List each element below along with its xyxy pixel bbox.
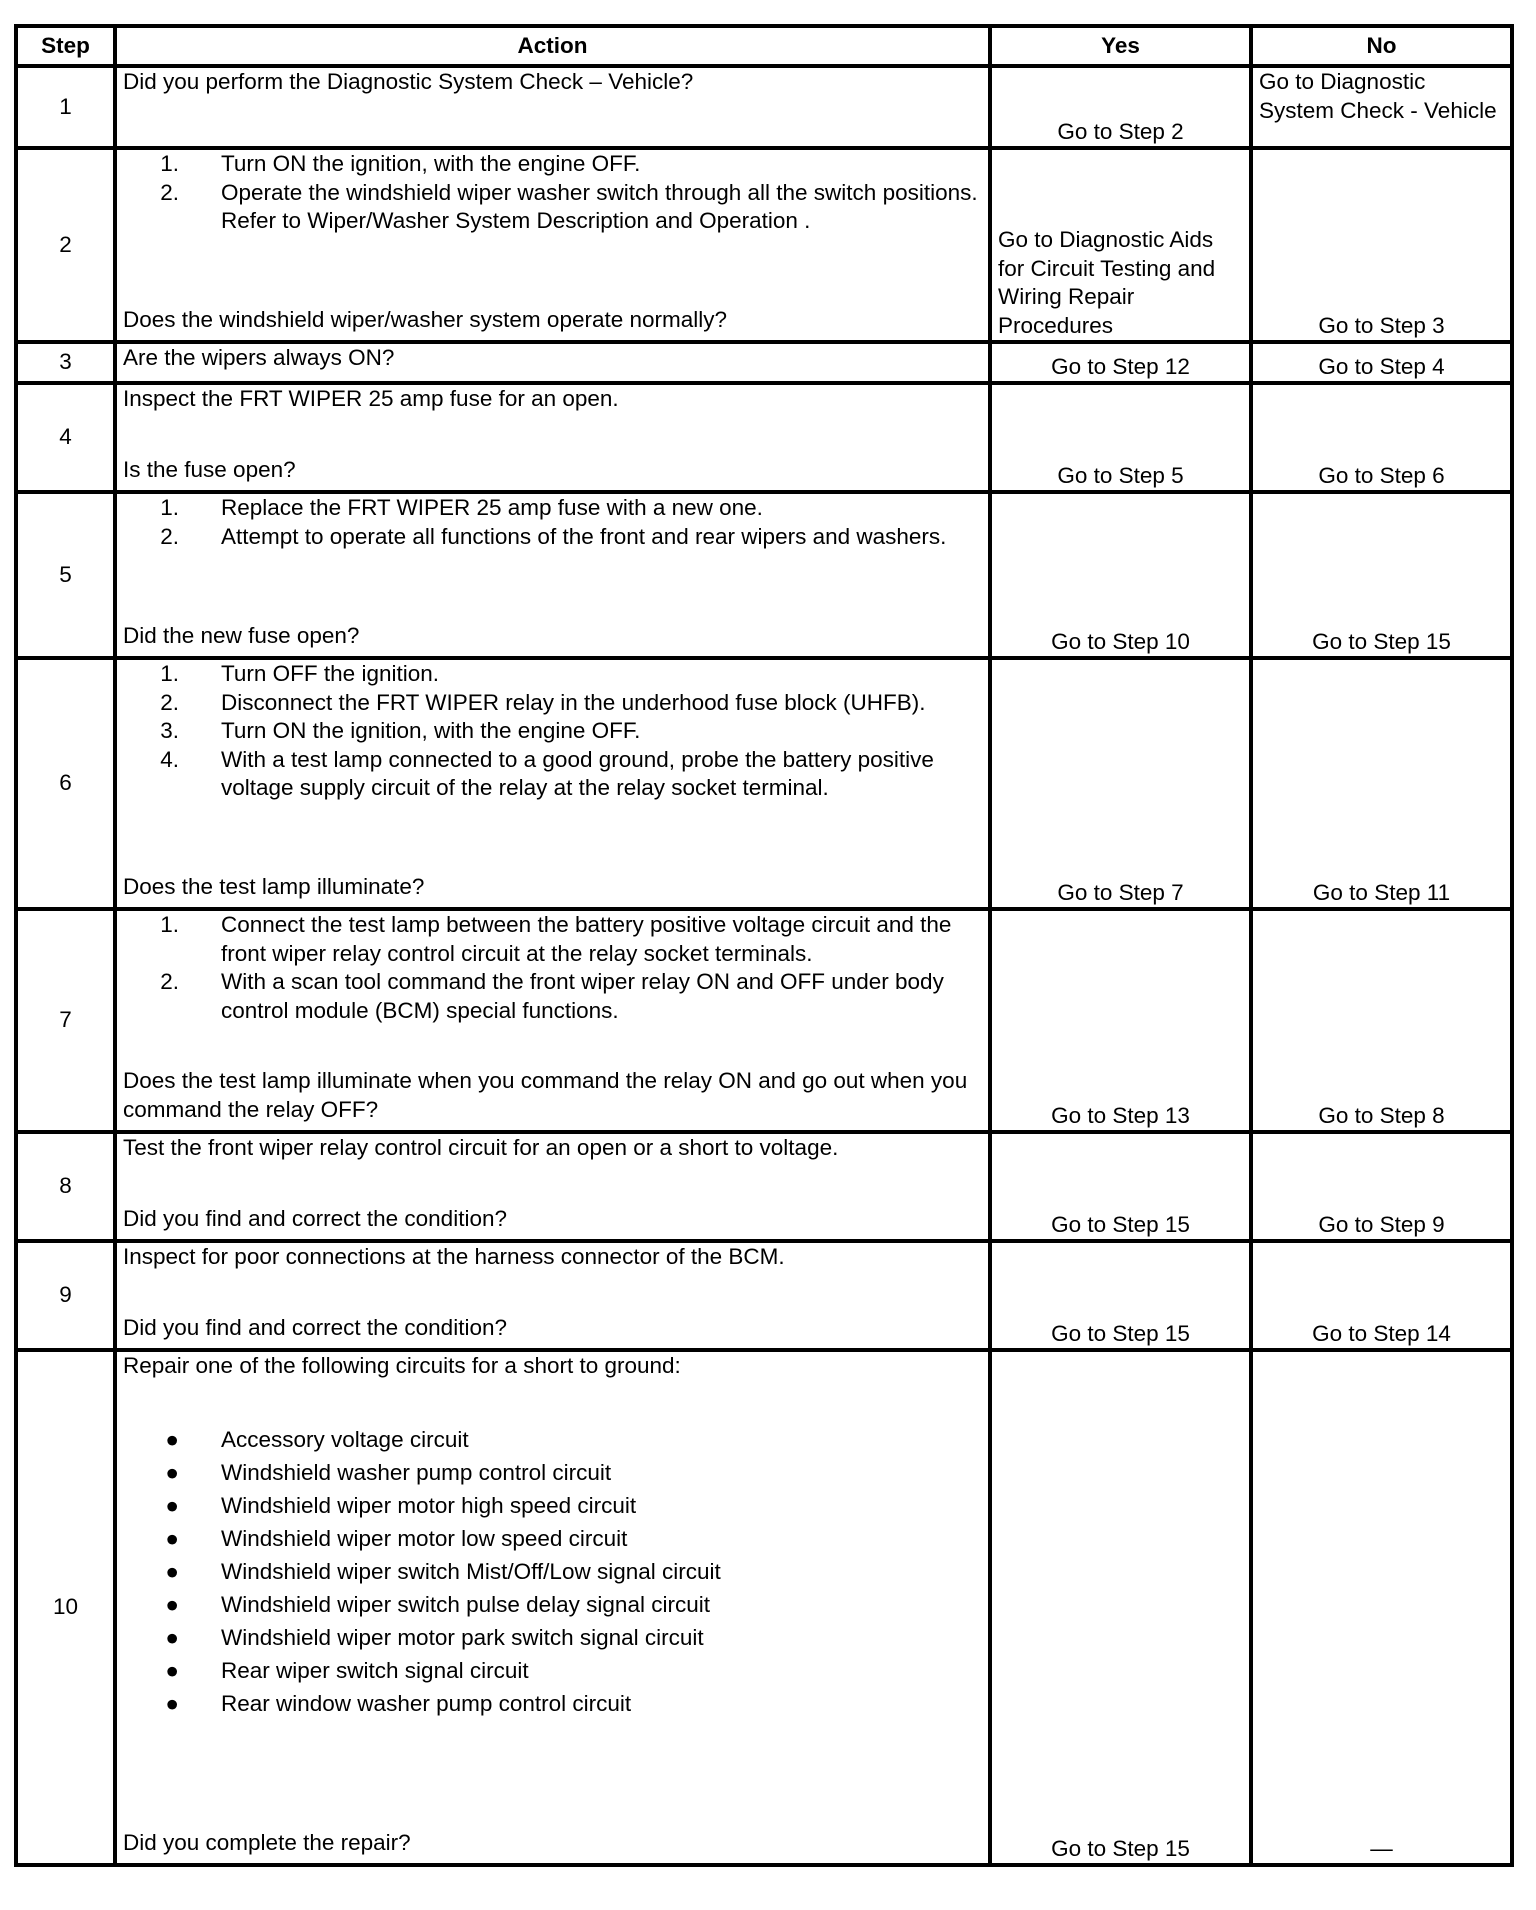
list-item: 1. Connect the test lamp between the battery positive voltage circuit and the front wiper relay control circuit at the relay socket terminals. — [160, 912, 952, 966]
list-item: 2. With a scan tool command the front wiper relay ON and OFF under body control module (BCM) special functions. — [160, 969, 944, 1023]
action-cell — [115, 492, 990, 658]
diagnostic-table — [14, 24, 1514, 1867]
step-number: 10 — [16, 1350, 115, 1865]
list-item: ● Rear window washer pump control circuit — [165, 1690, 632, 1716]
action-question: Are the wipers always ON? — [123, 345, 395, 370]
action-cell — [115, 148, 990, 342]
no-result: Go to Step 4 — [1251, 342, 1512, 383]
list-item: 2. Attempt to operate all functions of the front and rear wipers and washers. — [160, 523, 947, 549]
list-item: 3. Turn ON the ignition, with the engine OFF. — [160, 718, 641, 743]
step-number: 9 — [16, 1241, 115, 1350]
action-question: Does the test lamp illuminate? — [123, 873, 425, 899]
no-result: Go to Step 8 — [1251, 909, 1512, 1132]
yes-result: Go to Step 15 — [990, 1350, 1251, 1865]
no-result: — — [1251, 1350, 1512, 1865]
yes-result: Go to Step 13 — [990, 909, 1251, 1132]
yes-result: Go to Step 15 — [990, 1132, 1251, 1241]
list-item: 1. Turn OFF the ignition. — [160, 661, 440, 686]
table-row — [16, 1241, 1512, 1350]
list-item: 4. With a test lamp connected to a good ground, probe the battery positive voltage supply circuit of the relay at the relay socket terminal. — [160, 746, 934, 800]
yes-result: Go to Step 15 — [990, 1241, 1251, 1350]
no-result: Go to Step 9 — [1251, 1132, 1512, 1241]
action-intro: Repair one of the following circuits for a short to ground: — [123, 1353, 681, 1378]
step-number: 6 — [16, 658, 115, 909]
action-question: Did the new fuse open? — [123, 622, 360, 648]
action-cell — [115, 66, 990, 148]
step-number: 1 — [16, 66, 115, 148]
no-result: Go to Step 6 — [1251, 383, 1512, 492]
list-item: ● Windshield wiper motor park switch signal circuit — [165, 1624, 704, 1650]
list-item: ● Windshield wiper motor low speed circuit — [165, 1525, 628, 1551]
action-cell — [115, 909, 990, 1132]
action-cell — [115, 1350, 990, 1865]
action-intro: Test the front wiper relay control circuit for an open or a short to voltage. — [123, 1135, 839, 1160]
action-question: Did you complete the repair? — [123, 1829, 411, 1855]
list-item: ● Windshield wiper switch pulse delay signal circuit — [165, 1591, 710, 1617]
table-row — [16, 66, 1512, 148]
action-cell — [115, 1241, 990, 1350]
step-number: 3 — [16, 342, 115, 383]
action-question: Is the fuse open? — [123, 456, 296, 482]
list-item: 1. Turn ON the ignition, with the engine OFF. — [160, 151, 641, 176]
action-question: Does the test lamp illuminate when you command the relay ON and go out when you command the relay OFF? — [123, 1068, 968, 1122]
action-steps — [123, 494, 982, 551]
no-result: Go to Diagnostic System Check - Vehicle — [1251, 66, 1512, 148]
list-item: ● Rear wiper switch signal circuit — [165, 1657, 529, 1683]
circuit-list — [123, 1423, 982, 1720]
action-cell — [115, 383, 990, 492]
list-item: 2. Operate the windshield wiper washer switch through all the switch positions. Refer to Wiper/Washer System Description and Operation . — [160, 179, 978, 233]
step-number: 5 — [16, 492, 115, 658]
table-row — [16, 383, 1512, 492]
no-result: Go to Step 15 — [1251, 492, 1512, 658]
yes-result: Go to Step 2 — [990, 66, 1251, 148]
action-intro: Inspect the FRT WIPER 25 amp fuse for an open. — [123, 386, 619, 411]
no-result: Go to Step 11 — [1251, 658, 1512, 909]
step-number: 4 — [16, 383, 115, 492]
action-cell — [115, 342, 990, 383]
no-column-header: No — [1251, 26, 1512, 66]
action-intro: Inspect for poor connections at the harness connector of the BCM. — [123, 1244, 785, 1269]
header-row — [16, 26, 1512, 66]
yes-result: Go to Step 5 — [990, 383, 1251, 492]
no-result: Go to Step 14 — [1251, 1241, 1512, 1350]
yes-result: Go to Step 12 — [990, 342, 1251, 383]
table-row — [16, 342, 1512, 383]
list-item: 2. Disconnect the FRT WIPER relay in the underhood fuse block (UHFB). — [160, 689, 926, 715]
yes-result: Go to Step 10 — [990, 492, 1251, 658]
step-number: 2 — [16, 148, 115, 342]
action-steps — [123, 660, 982, 803]
action-cell — [115, 1132, 990, 1241]
step-number: 8 — [16, 1132, 115, 1241]
action-cell — [115, 658, 990, 909]
yes-result: Go to Step 7 — [990, 658, 1251, 909]
table-row — [16, 909, 1512, 1132]
action-question: Did you find and correct the condition? — [123, 1205, 507, 1231]
action-intro: Did you perform the Diagnostic System Check – Vehicle? — [123, 69, 694, 94]
action-question: Does the windshield wiper/washer system operate normally? — [123, 306, 728, 332]
yes-result: Go to Diagnostic Aids for Circuit Testing and Wiring Repair Procedures — [990, 148, 1251, 342]
table-row — [16, 1350, 1512, 1865]
list-item: ● Windshield wiper switch Mist/Off/Low signal circuit — [165, 1558, 721, 1584]
action-column-header: Action — [115, 26, 990, 66]
list-item: 1. Replace the FRT WIPER 25 amp fuse with a new one. — [160, 495, 763, 520]
no-result: Go to Step 3 — [1251, 148, 1512, 342]
step-column-header: Step — [16, 26, 115, 66]
list-item: ● Windshield washer pump control circuit — [165, 1459, 612, 1485]
yes-column-header: Yes — [990, 26, 1251, 66]
step-number: 7 — [16, 909, 115, 1132]
action-steps — [123, 150, 982, 236]
action-steps — [123, 911, 982, 1025]
table-row — [16, 1132, 1512, 1241]
table-row — [16, 492, 1512, 658]
list-item: ● Accessory voltage circuit — [165, 1426, 469, 1452]
table-row — [16, 148, 1512, 342]
action-question: Did you find and correct the condition? — [123, 1314, 507, 1340]
list-item: ● Windshield wiper motor high speed circuit — [165, 1492, 637, 1518]
table-row — [16, 658, 1512, 909]
